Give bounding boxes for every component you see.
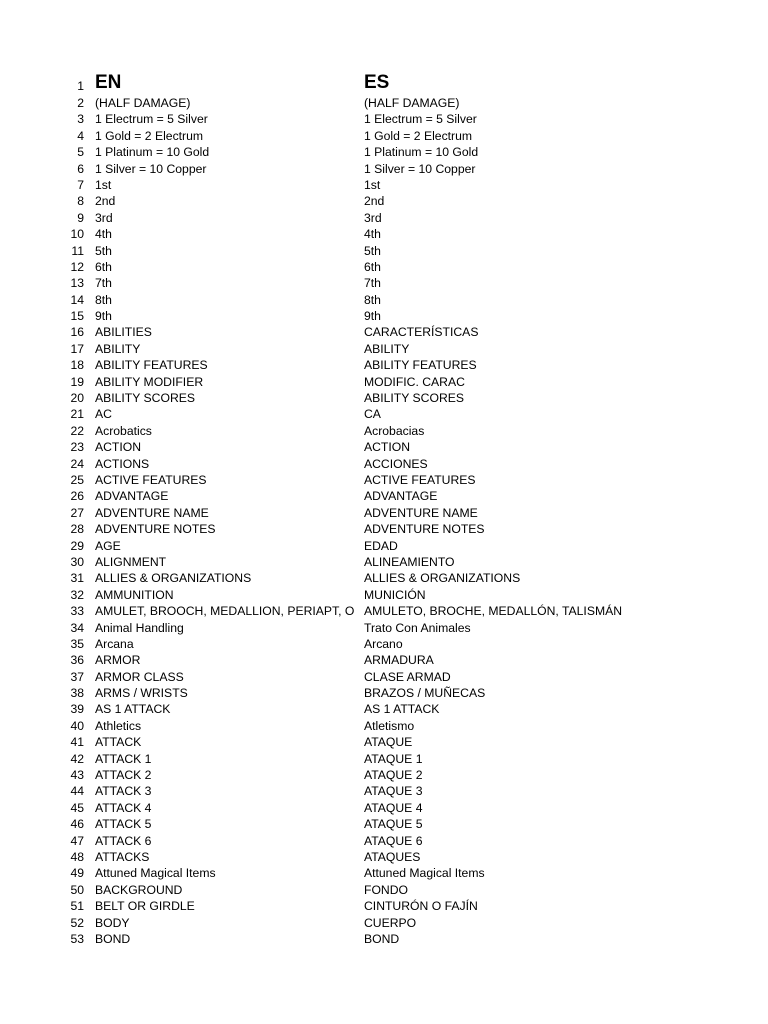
- translation-sheet: [0, 71, 768, 947]
- table-row: [0, 210, 768, 226]
- row-number: 29: [70, 538, 84, 553]
- row-number: 50: [70, 882, 84, 897]
- table-row: [0, 341, 768, 357]
- cell-es: FONDO: [364, 882, 409, 897]
- cell-es: 8th: [364, 292, 381, 307]
- table-row: [0, 882, 768, 898]
- cell-es: ABILITY: [364, 341, 410, 356]
- row-number: 28: [70, 522, 84, 537]
- row-number: 43: [70, 768, 84, 783]
- cell-es: (HALF DAMAGE): [364, 96, 460, 110]
- table-row: [0, 128, 768, 144]
- table-row: [0, 767, 768, 783]
- cell-es: Atletismo: [364, 718, 415, 733]
- table-row: [0, 538, 768, 554]
- cell-en: 1st: [95, 177, 112, 192]
- table-row: [0, 324, 768, 340]
- table-row: [0, 456, 768, 472]
- cell-en: ADVENTURE NOTES: [95, 522, 216, 537]
- cell-es: CARACTERÍSTICAS: [364, 325, 479, 340]
- table-row: [0, 357, 768, 373]
- cell-en: BELT OR GIRDLE: [95, 899, 195, 914]
- row-number: 3: [77, 112, 84, 127]
- column-header-en: EN: [95, 72, 122, 93]
- row-number: 42: [70, 751, 84, 766]
- cell-es: Acrobacias: [364, 423, 425, 438]
- row-number: 37: [70, 669, 84, 684]
- cell-es: CUERPO: [364, 915, 417, 930]
- row-number: 9: [77, 210, 84, 225]
- table-row: [0, 587, 768, 603]
- row-number: 39: [70, 702, 84, 717]
- cell-es: 1st: [364, 177, 381, 192]
- cell-en: 1 Gold = 2 Electrum: [95, 128, 204, 143]
- table-row: [0, 521, 768, 537]
- cell-en: Arcana: [95, 636, 134, 651]
- table-row: [0, 816, 768, 832]
- cell-en: ABILITY SCORES: [95, 391, 196, 406]
- row-number: 2: [77, 96, 84, 110]
- cell-en: BACKGROUND: [95, 882, 183, 897]
- row-number: 10: [70, 227, 84, 242]
- row-number: 36: [70, 653, 84, 668]
- cell-en: AMMUNITION: [95, 587, 174, 602]
- cell-es: ATAQUE 3: [364, 784, 423, 799]
- row-number: 1: [77, 79, 84, 93]
- table-row: [0, 833, 768, 849]
- row-number: 32: [70, 587, 84, 602]
- table-row: [0, 701, 768, 717]
- row-number: 33: [70, 604, 84, 619]
- table-row: [0, 898, 768, 914]
- row-number: 25: [70, 472, 84, 487]
- column-header-es: ES: [364, 72, 390, 93]
- cell-es: 1 Platinum = 10 Gold: [364, 145, 479, 160]
- cell-es: ABILITY SCORES: [364, 391, 465, 406]
- table-row: [0, 505, 768, 521]
- cell-en: 8th: [95, 292, 112, 307]
- table-row: [0, 161, 768, 177]
- cell-en: ATTACK 1: [95, 751, 152, 766]
- cell-en: Athletics: [95, 718, 142, 733]
- table-row: [0, 193, 768, 209]
- table-row: [0, 144, 768, 160]
- row-number: 40: [70, 718, 84, 733]
- cell-es: MODIFIC. CARAC: [364, 374, 465, 389]
- table-row: [0, 554, 768, 570]
- cell-en: ABILITY FEATURES: [95, 358, 208, 373]
- table-row: [0, 865, 768, 881]
- row-number: 47: [70, 833, 84, 848]
- cell-en: ABILITY: [95, 341, 141, 356]
- cell-en: ATTACK 4: [95, 800, 152, 815]
- row-number: 41: [70, 735, 84, 750]
- cell-es: EDAD: [364, 538, 398, 553]
- row-number: 23: [70, 440, 84, 455]
- row-number: 22: [70, 423, 84, 438]
- table-row: [0, 243, 768, 259]
- row-number: 34: [70, 620, 84, 635]
- row-number: 12: [70, 259, 84, 274]
- cell-es: CINTURÓN O FAJÍN: [364, 899, 478, 914]
- table-row: [0, 636, 768, 652]
- cell-es: ACTION: [364, 440, 411, 455]
- table-row: [0, 652, 768, 668]
- table-row: [0, 751, 768, 767]
- table-row: [0, 423, 768, 439]
- table-row: [0, 275, 768, 291]
- table-row: [0, 226, 768, 242]
- table-row: [0, 111, 768, 127]
- cell-es: ATAQUE 6: [364, 833, 423, 848]
- cell-en: 9th: [95, 309, 112, 324]
- row-number: 51: [70, 899, 84, 914]
- table-row: [0, 308, 768, 324]
- cell-en: AS 1 ATTACK: [95, 702, 171, 717]
- row-number: 48: [70, 849, 84, 864]
- cell-en: ATTACK 3: [95, 784, 152, 799]
- table-row: [0, 292, 768, 308]
- cell-en: AGE: [95, 538, 121, 553]
- cell-en: (HALF DAMAGE): [95, 96, 191, 110]
- row-number: 20: [70, 391, 84, 406]
- cell-es: ALLIES & ORGANIZATIONS: [364, 571, 521, 586]
- cell-en: 1 Silver = 10 Copper: [95, 161, 207, 176]
- row-number: 19: [70, 374, 84, 389]
- table-row: [0, 374, 768, 390]
- header-row: [0, 71, 768, 95]
- cell-en: ARMOR: [95, 653, 141, 668]
- cell-es: ARMADURA: [364, 653, 434, 668]
- cell-es: AMULETO, BROCHE, MEDALLÓN, TALISMÁN: [364, 604, 623, 619]
- cell-en: ARMOR CLASS: [95, 669, 184, 684]
- table-row: [0, 390, 768, 406]
- row-number: 31: [70, 571, 84, 586]
- row-number: 15: [70, 309, 84, 324]
- cell-en: 6th: [95, 259, 112, 274]
- cell-es: Attuned Magical Items: [364, 866, 485, 881]
- cell-en: ABILITIES: [95, 325, 152, 340]
- cell-es: Arcano: [364, 636, 403, 651]
- row-number: 49: [70, 866, 84, 881]
- cell-en: ATTACKS: [95, 849, 150, 864]
- cell-en: ALIGNMENT: [95, 554, 167, 569]
- table-row: [0, 603, 768, 619]
- table-row: [0, 488, 768, 504]
- table-row: [0, 177, 768, 193]
- row-number: 21: [70, 407, 84, 422]
- cell-es: ATAQUE 1: [364, 751, 423, 766]
- cell-en: ATTACK 2: [95, 768, 152, 783]
- cell-es: ACTIVE FEATURES: [364, 472, 476, 487]
- cell-en: Attuned Magical Items: [95, 866, 216, 881]
- row-number: 52: [70, 915, 84, 930]
- cell-en: ACTION: [95, 440, 142, 455]
- cell-es: CLASE ARMAD: [364, 669, 451, 684]
- table-row: [0, 620, 768, 636]
- row-number: 13: [70, 276, 84, 291]
- row-number: 27: [70, 505, 84, 520]
- table-row: [0, 734, 768, 750]
- table-row: [0, 259, 768, 275]
- cell-es: 1 Silver = 10 Copper: [364, 161, 476, 176]
- cell-es: ATAQUE 4: [364, 800, 423, 815]
- cell-en: ABILITY MODIFIER: [95, 374, 204, 389]
- table-row: [0, 931, 768, 947]
- cell-es: ACCIONES: [364, 456, 428, 471]
- cell-en: ATTACK 5: [95, 817, 152, 832]
- row-number: 35: [70, 636, 84, 651]
- cell-es: ALINEAMIENTO: [364, 554, 455, 569]
- row-number: 7: [77, 177, 84, 192]
- cell-es: BRAZOS / MUÑECAS: [364, 686, 486, 701]
- cell-es: ADVENTURE NAME: [364, 505, 478, 520]
- cell-en: ARMS / WRISTS: [95, 686, 188, 701]
- cell-es: 6th: [364, 259, 381, 274]
- row-number: 5: [77, 145, 84, 160]
- cell-es: 4th: [364, 227, 381, 242]
- table-row: [0, 800, 768, 816]
- row-number: 8: [77, 194, 84, 209]
- cell-es: 7th: [364, 276, 381, 291]
- row-number: 53: [70, 931, 84, 946]
- table-row: [0, 472, 768, 488]
- cell-es: 1 Gold = 2 Electrum: [364, 128, 473, 143]
- row-number: 30: [70, 554, 84, 569]
- row-number: 46: [70, 817, 84, 832]
- cell-en: Acrobatics: [95, 423, 152, 438]
- cell-es: ATAQUE 2: [364, 768, 423, 783]
- row-number: 4: [77, 128, 84, 143]
- cell-en: BOND: [95, 931, 131, 946]
- cell-es: AS 1 ATTACK: [364, 702, 440, 717]
- cell-en: ADVENTURE NAME: [95, 505, 209, 520]
- row-number: 6: [77, 161, 84, 176]
- cell-en: ALLIES & ORGANIZATIONS: [95, 571, 252, 586]
- cell-es: ABILITY FEATURES: [364, 358, 477, 373]
- table-row: [0, 915, 768, 931]
- table-row: [0, 718, 768, 734]
- row-number: 11: [71, 243, 84, 258]
- cell-en: ADVANTAGE: [95, 489, 169, 504]
- cell-en: 5th: [95, 243, 112, 258]
- cell-es: ATAQUES: [364, 849, 421, 864]
- table-row: [0, 849, 768, 865]
- cell-en: 1 Electrum = 5 Silver: [95, 112, 208, 127]
- row-number: 16: [70, 325, 84, 340]
- table-row: [0, 783, 768, 799]
- cell-es: 5th: [364, 243, 381, 258]
- cell-en: Animal Handling: [95, 620, 184, 635]
- cell-en: AC: [95, 407, 112, 422]
- cell-es: 9th: [364, 309, 381, 324]
- cell-en: 7th: [95, 276, 112, 291]
- cell-en: 3rd: [95, 210, 113, 225]
- cell-es: ATAQUE 5: [364, 817, 423, 832]
- cell-es: BOND: [364, 931, 400, 946]
- cell-es: CA: [364, 407, 381, 422]
- cell-es: ADVANTAGE: [364, 489, 438, 504]
- row-number: 24: [70, 456, 84, 471]
- row-number: 38: [70, 686, 84, 701]
- table-row: [0, 439, 768, 455]
- cell-en: AMULET, BROOCH, MEDALLION, PERIAPT, O: [95, 604, 355, 619]
- cell-en: ATTACK: [95, 735, 142, 750]
- table-row: [0, 669, 768, 685]
- cell-es: ATAQUE: [364, 735, 413, 750]
- row-number: 45: [70, 800, 84, 815]
- cell-es: MUNICIÓN: [364, 587, 426, 602]
- cell-en: 4th: [95, 227, 112, 242]
- table-row: [0, 406, 768, 422]
- table-row: [0, 95, 768, 111]
- row-number: 17: [70, 341, 84, 356]
- cell-es: Trato Con Animales: [364, 620, 471, 635]
- row-number: 14: [70, 292, 84, 307]
- table-body: [0, 95, 768, 947]
- cell-en: BODY: [95, 915, 130, 930]
- cell-es: 2nd: [364, 194, 385, 209]
- cell-es: 3rd: [364, 210, 382, 225]
- cell-es: 1 Electrum = 5 Silver: [364, 112, 477, 127]
- cell-en: 1 Platinum = 10 Gold: [95, 145, 210, 160]
- cell-en: 2nd: [95, 194, 116, 209]
- cell-es: ADVENTURE NOTES: [364, 522, 485, 537]
- cell-en: ACTIONS: [95, 456, 150, 471]
- table-row: [0, 685, 768, 701]
- table-row: [0, 570, 768, 586]
- row-number: 26: [70, 489, 84, 504]
- row-number: 44: [70, 784, 84, 799]
- cell-en: ACTIVE FEATURES: [95, 472, 207, 487]
- cell-en: ATTACK 6: [95, 833, 152, 848]
- row-number: 18: [70, 358, 84, 373]
